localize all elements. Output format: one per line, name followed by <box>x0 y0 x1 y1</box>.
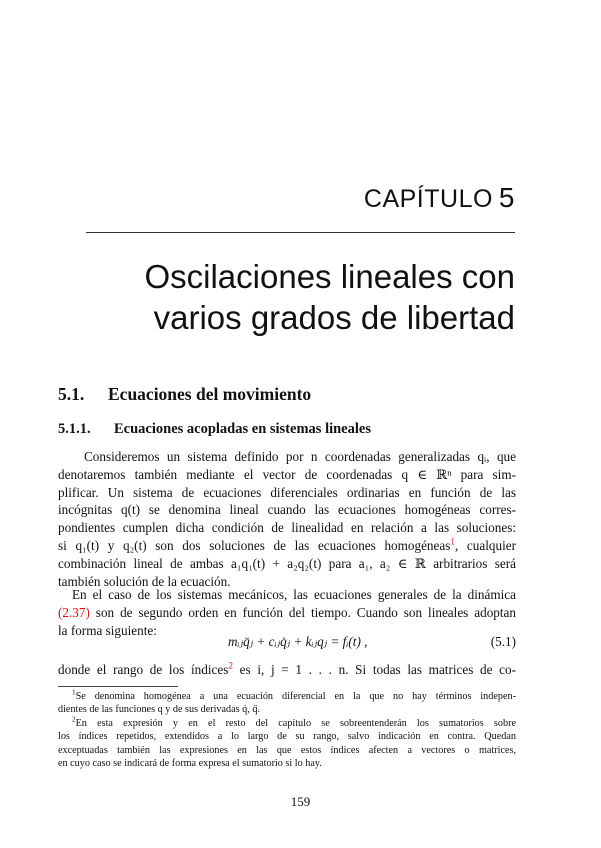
footnote-text: Se denomina homogénea a una ecuación diferencial en la que no hay términos indepen- <box>75 691 516 702</box>
footnote-1 <box>58 690 516 717</box>
section-number: 5.1. <box>58 384 85 404</box>
footnote-line: exceptuadas también las expresiones en las que estos índices afecten a vectores o matrices, <box>58 744 516 756</box>
subsection-number: 5.1.1. <box>58 421 91 437</box>
equation-number: (5.1) <box>490 634 516 649</box>
page-number: 159 <box>290 794 311 809</box>
chapter-label <box>364 182 515 214</box>
paragraph-line <box>58 537 516 555</box>
chapter-title-line: varios grados de libertad <box>153 299 515 336</box>
chapter-number: 5 <box>498 182 515 213</box>
chapter-rule <box>86 232 515 233</box>
footnote-2 <box>58 717 516 771</box>
footnote-line: dientes de las funciones q y de sus derivadas q̇, q̈. <box>58 704 261 716</box>
subsection-heading <box>58 421 371 438</box>
equation-expression: mᵢⱼq̈ⱼ + cᵢⱼq̇ⱼ + kᵢⱼqⱼ = fᵢ(t) , <box>228 634 368 649</box>
footnote-mark: 2 <box>72 715 76 724</box>
footnotes <box>58 690 516 770</box>
footnote-rule <box>58 686 178 687</box>
paragraph-line: pondientes cumplen dicha condición de linealidad en relación a las soluciones: <box>58 520 516 536</box>
paragraph-line: denotaremos también mediante el vector de coordenadas q ∈ ℝⁿ para sim- <box>58 466 516 482</box>
paragraph-line-text: si q₁(t) y q₂(t) son dos soluciones de las ecuaciones homogéneas <box>58 537 451 553</box>
paragraph-line: combinación lineal de ambas a₁q₁(t) + a₂q₂(t) para a₁, a₂ ∈ ℝ arbitrarios será <box>58 555 516 571</box>
paragraph-line <box>58 661 516 679</box>
paragraph-line-tail: es i, j = 1 . . . n. Si todas las matrices de co- <box>232 662 516 677</box>
paragraph-line-tail: , cualquier <box>454 537 516 553</box>
chapter-word: CAPÍTULO <box>363 185 493 213</box>
footnote-mark: 1 <box>72 688 76 697</box>
footnote-text: En esta expresión y en el resto del capítulo se sobreentenderán los sumatorios sobre <box>75 717 516 729</box>
paragraph-line: también solución de la ecuación. <box>58 573 231 589</box>
paragraph-intro <box>58 448 516 590</box>
section-heading <box>58 384 311 405</box>
chapter-title-line: Oscilaciones lineales con <box>144 258 515 295</box>
footnote-line: en cuyo caso se indicará de forma expresa el sumatorio si lo hay. <box>58 758 322 770</box>
footnote-link-2[interactable]: 2 <box>228 660 233 671</box>
footnote-line <box>58 717 516 730</box>
equation-5-1 <box>58 634 516 654</box>
section-title: Ecuaciones del movimiento <box>108 384 312 404</box>
paragraph-line: Consideremos un sistema definido por n coordenadas generalizadas qᵢ, que <box>84 449 516 464</box>
paragraph-line: incógnitas q(t) se denomina lineal cuando las ecuaciones homogéneas corres- <box>58 502 516 518</box>
paragraph-line-text: son de segundo orden en función del tiempo. Cuando son lineales adoptan <box>89 604 516 620</box>
paragraph-line: plificar. Un sistema de ecuaciones diferenciales ordinarias en función de las <box>58 484 516 500</box>
footnote-line: los índices repetidos, extendidos a lo largo de su rango, salvo indicación en contra. Quedan <box>58 731 516 743</box>
paragraph-line-text: donde el rango de los índices <box>58 662 229 677</box>
footnote-line <box>58 690 516 703</box>
footnote-link-1[interactable]: 1 <box>450 536 455 547</box>
paragraph-line <box>58 604 516 622</box>
paragraph-indices <box>58 661 516 679</box>
equation-reference-link[interactable]: (2.37) <box>58 604 90 620</box>
paragraph-line: En el caso de los sistemas mecánicos, las ecuaciones generales de la dinámica <box>72 587 516 602</box>
paragraph-dynamics <box>58 586 516 639</box>
chapter-title <box>75 256 515 338</box>
subsection-title: Ecuaciones acopladas en sistemas lineales <box>114 421 371 437</box>
paragraph-line: la forma siguiente: <box>58 622 157 638</box>
